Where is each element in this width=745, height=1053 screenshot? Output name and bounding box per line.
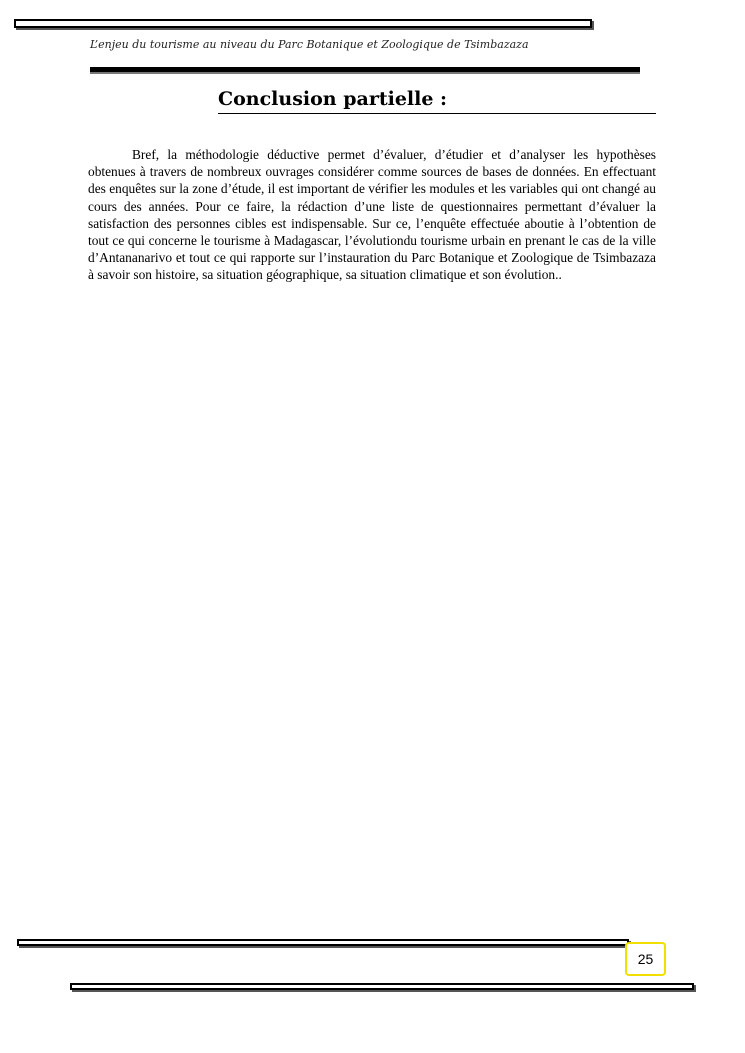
header-rule — [90, 67, 640, 72]
body-paragraph: Bref, la méthodologie déductive permet d’évaluer, d’étudier et d’analyser les hypothèses obtenues à travers de nombreux ouvrages considérer comme sources de bases de données. En effectuant des enquêtes sur la zone d’étude, il est important de vérifier les modules et les variables qui ont changé au cours des années. Pour ce faire, la rédaction d’une liste de questionnaires permettant d’évaluer la satisfaction des personnes cibles est indispensable. Sur ce, l’enquête effectuée aboutie à l’obtention de tout ce qui concerne le tourisme à Madagascar, l’évolutiondu tourisme urbain en prenant le cas de la ville d’Antananarivo et tout ce qui rapporte sur l’instauration du Parc Botanique et Zoologique de Tsimbazaza à savoir son histoire, sa situation géographique, sa situation climatique et son évolution.. — [88, 147, 656, 283]
page-number: 25 — [625, 942, 666, 976]
footer-rule-lower — [70, 983, 694, 990]
running-header: L’enjeu du tourisme au niveau du Parc Botanique et Zoologique de Tsimbazaza — [90, 38, 529, 51]
top-border-frame — [14, 19, 592, 28]
section-title: Conclusion partielle : — [218, 88, 656, 114]
footer-rule-upper — [17, 939, 629, 946]
